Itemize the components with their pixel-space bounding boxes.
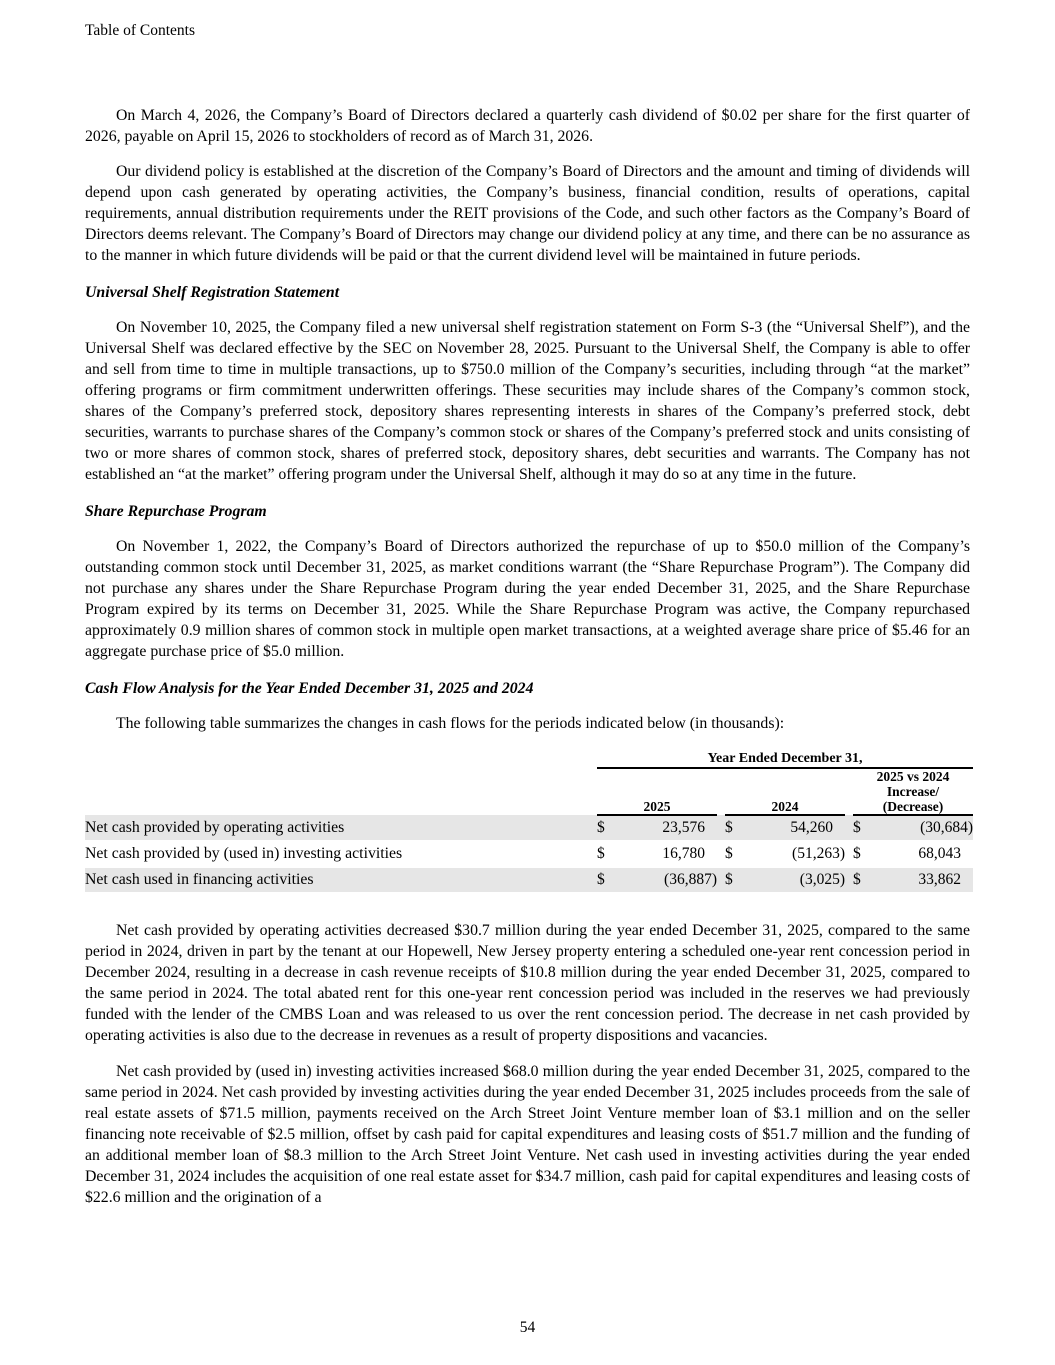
column-header-2025: 2025 [597, 768, 717, 815]
row-label: Net cash used in financing activities [85, 867, 597, 893]
paragraph-table-intro: The following table summarizes the changes in cash flows for the periods indicated below (in thousands): [116, 715, 785, 732]
table-row-investing [85, 841, 973, 867]
dollar-sign: $ [853, 867, 873, 893]
dollar-sign: $ [725, 841, 745, 867]
paragraph-operating-analysis: Net cash provided by operating activities decreased $30.7 million during the year ended December 31, 2025, compared to the same period in 2024, driven in part by the tenant at our Hopewell, New Jersey property entering a scheduled one-year rent concession period in December 2024, resulting in a decrease in cash revenue receipts of $10.8 million during the year ended December 31, 2025, compared to the same period in 2024. The total abated rent for this one-year rent concession period was included in the reserves we had previously funded with the lender of the CMBS Loan and was released to us over the rent concession period. The decrease in net cash provided by operating activities is also due to the decrease in revenues as a result of property dispositions and vacancies. [85, 922, 970, 1044]
year-ended-header: Year Ended December 31, [597, 751, 973, 768]
heading-share-repurchase: Share Repurchase Program [85, 503, 267, 520]
value-change: (30,684) [873, 815, 973, 841]
dollar-sign: $ [597, 815, 617, 841]
paragraph-dividend-policy: Our dividend policy is established at the discretion of the Company’s Board of Directors and the amount and timing of dividends will depend upon cash generated by operating activities, the Company’s business, financial condition, results of operations, capital requirements, annual distribution requirements under the REIT provisions of the Code, and such other factors as the Company’s Board of Directors deems relevant. The Company’s Board of Directors may change our dividend policy at any time, and there can be no assurance as to the manner in which future dividends will be paid or that the current dividend level will be maintained in future periods. [85, 163, 970, 264]
value-2024: (3,025) [745, 867, 845, 893]
row-label: Net cash provided by operating activities [85, 815, 597, 841]
column-header-change [853, 768, 973, 815]
cash-flow-table [85, 751, 974, 894]
paragraph-universal-shelf: On November 10, 2025, the Company filed a new universal shelf registration statement on Form S-3 (the “Universal Shelf”), and the Universal Shelf was declared effective by the SEC on November 28, 2025. Pursuant to the Universal Shelf, the Company is able to offer and sell from time to time in multiple transactions, up to $750.0 million of the Company’s securities, including through “at the market” offering programs or firm commitment underwritten offerings. These securities may include shares of the Company’s common stock, shares of the Company’s preferred stock, depository shares representing interests in shares of the Company’s preferred stock, debt securities, warrants to purchase shares of the Company’s common stock or shares of the Company’s preferred stock and units consisting of two or more shares of common stock, shares of preferred stock, depository shares, debt securities and warrants. The Company has not established an “at the market” offering program under the Universal Shelf, although it may do so at any time in the future. [85, 319, 970, 483]
paragraph-investing-analysis: Net cash provided by (used in) investing activities increased $68.0 million during the year ended December 31, 2025, compared to the same period in 2024. Net cash provided by investing activities during the year ended December 31, 2025 includes proceeds from the sale of real estate assets of $71.5 million, payments received on the Arch Street Joint Venture member loan of $3.1 million and on the seller financing note receivable of $2.5 million, offset by cash paid for capital expenditures and leasing costs of $51.7 million and the funding of an additional member loan of $8.3 million to the Arch Street Joint Venture. Net cash used in investing activities during the year ended December 31, 2024 includes the acquisition of one real estate asset for $34.7 million, cash paid for capital expenditures and leasing costs of $22.6 million and the origination of a [85, 1063, 970, 1206]
dollar-sign: $ [597, 867, 617, 893]
change-header-line3: (Decrease) [882, 799, 944, 814]
value-2025: 16,780 [617, 841, 717, 867]
value-2024: 54,260 [745, 815, 845, 841]
dollar-sign: $ [725, 867, 745, 893]
dollar-sign: $ [725, 815, 745, 841]
value-2025: (36,887) [617, 867, 717, 893]
table-of-contents-link: Table of Contents [85, 22, 195, 39]
value-change: 33,862 [873, 867, 973, 893]
table-span-header-row [85, 751, 973, 768]
heading-cash-flow-analysis: Cash Flow Analysis for the Year Ended December 31, 2025 and 2024 [85, 680, 534, 697]
value-2024: (51,263) [745, 841, 845, 867]
table-column-header-row [85, 768, 973, 815]
paragraph-dividend-declaration: On March 4, 2026, the Company’s Board of Directors declared a quarterly cash dividend of $0.02 per share for the first quarter of 2026, payable on April 15, 2026 to stockholders of record as of March 31, 2026. [85, 107, 970, 145]
row-label: Net cash provided by (used in) investing activities [85, 841, 597, 867]
value-change: 68,043 [873, 841, 973, 867]
dollar-sign: $ [853, 841, 873, 867]
page-number: 54 [519, 1319, 536, 1336]
change-header-line2: Increase/ [886, 784, 940, 799]
paragraph-share-repurchase: On November 1, 2022, the Company’s Board of Directors authorized the repurchase of up to $50.0 million of the Company’s outstanding common stock until December 31, 2025, as market conditions warrant (the “Share Repurchase Program”). The Company did not purchase any shares under the Share Repurchase Program during the year ended December 31, 2025, and the Share Repurchase Program expired by its terms on December 31, 2025. While the Share Repurchase Program was active, the Company repurchased approximately 0.9 million shares of common stock in multiple open market transactions, at a weighted average share price of $5.46 for an aggregate purchase price of $5.0 million. [85, 538, 970, 660]
column-header-2024: 2024 [725, 768, 845, 815]
heading-universal-shelf: Universal Shelf Registration Statement [85, 284, 340, 301]
dollar-sign: $ [853, 815, 873, 841]
dollar-sign: $ [597, 841, 617, 867]
value-2025: 23,576 [617, 815, 717, 841]
change-header-line1: 2025 vs 2024 [876, 769, 950, 784]
table-row-financing [85, 867, 973, 893]
table-row-operating [85, 815, 973, 841]
